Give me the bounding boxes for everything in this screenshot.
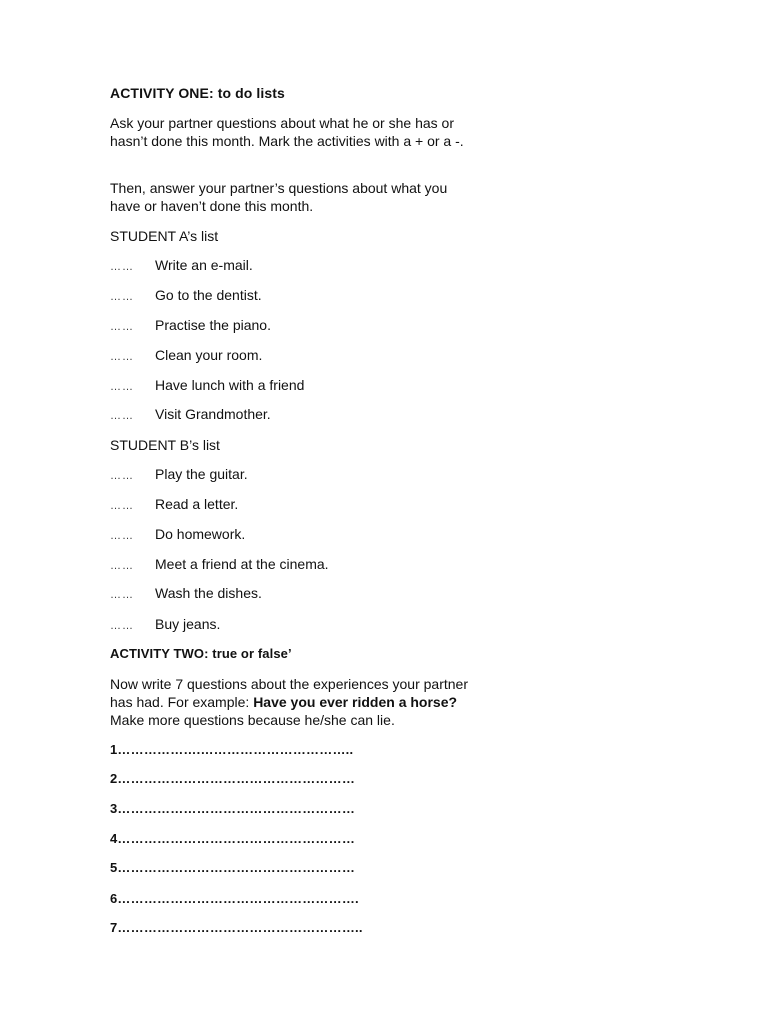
list-item — [110, 317, 271, 335]
list-item — [110, 377, 304, 395]
activity-text: Do homework. — [155, 526, 246, 542]
example-question: Have you ever ridden a horse? — [253, 694, 458, 710]
activity-text: Practise the piano. — [155, 317, 271, 333]
list-item — [110, 556, 329, 574]
list-item — [110, 287, 262, 305]
activity-one-answer-instructions: Then, answer your partner’s questions about what you have or haven’t done this month. — [110, 180, 448, 214]
instruction-text: Now write 7 questions about the experiences your partner has had. For example: — [110, 676, 468, 710]
list-item — [110, 406, 271, 424]
activity-text: Write an e-mail. — [155, 257, 253, 273]
list-item — [110, 526, 245, 544]
mark-blank: …… — [110, 470, 134, 482]
answer-line-4[interactable]: 4……………………………………………… — [110, 831, 356, 846]
mark-blank: …… — [110, 589, 134, 601]
student-a-list-label: STUDENT A’s list — [110, 228, 219, 244]
answer-line-1[interactable]: 1……………….…………………………….. — [110, 742, 354, 757]
mark-blank: …… — [110, 410, 134, 422]
activity-two-instructions — [110, 675, 472, 729]
student-b-list-label: STUDENT B’s list — [110, 437, 220, 453]
mark-blank: …… — [110, 620, 134, 632]
answer-line-5[interactable]: 5……………………………………………… — [110, 860, 356, 875]
mark-blank: …… — [110, 500, 134, 512]
answer-line-2[interactable]: 2……………………………………………… — [110, 771, 356, 786]
activity-text: Have lunch with a friend — [155, 377, 305, 393]
list-item — [110, 496, 238, 514]
mark-blank: …… — [110, 560, 134, 572]
list-item — [110, 466, 248, 484]
answer-line-6[interactable]: 6………………………………………………. — [110, 891, 359, 906]
list-item — [110, 347, 262, 365]
activity-one-instructions: Ask your partner questions about what he or she has or hasn’t done this month. Mark the activities with a + or a -. — [110, 115, 464, 149]
activity-text: Go to the dentist. — [155, 287, 262, 303]
activity-text: Visit Grandmother. — [155, 406, 271, 422]
mark-blank: …… — [110, 530, 134, 542]
instruction-text-end: Make more questions because he/she can lie. — [110, 712, 395, 728]
list-item — [110, 257, 253, 275]
activity-text: Wash the dishes. — [155, 585, 262, 601]
activity-text: Play the guitar. — [155, 466, 248, 482]
mark-blank: …… — [110, 381, 134, 393]
answer-line-7[interactable]: 7……………………………………………….. — [110, 920, 363, 935]
activity-one-heading: ACTIVITY ONE: to do lists — [110, 85, 285, 101]
activity-text: Meet a friend at the cinema. — [155, 556, 329, 572]
answer-line-3[interactable]: 3……………………………………………… — [110, 801, 356, 816]
mark-blank: …… — [110, 351, 134, 363]
list-item — [110, 616, 220, 634]
mark-blank: …… — [110, 321, 134, 333]
mark-blank: …… — [110, 291, 134, 303]
list-item — [110, 585, 262, 603]
activity-text: Read a letter. — [155, 496, 239, 512]
mark-blank: …… — [110, 261, 134, 273]
activity-text: Buy jeans. — [155, 616, 221, 632]
activity-text: Clean your room. — [155, 347, 263, 363]
activity-two-heading: ACTIVITY TWO: true or false’ — [110, 646, 292, 661]
